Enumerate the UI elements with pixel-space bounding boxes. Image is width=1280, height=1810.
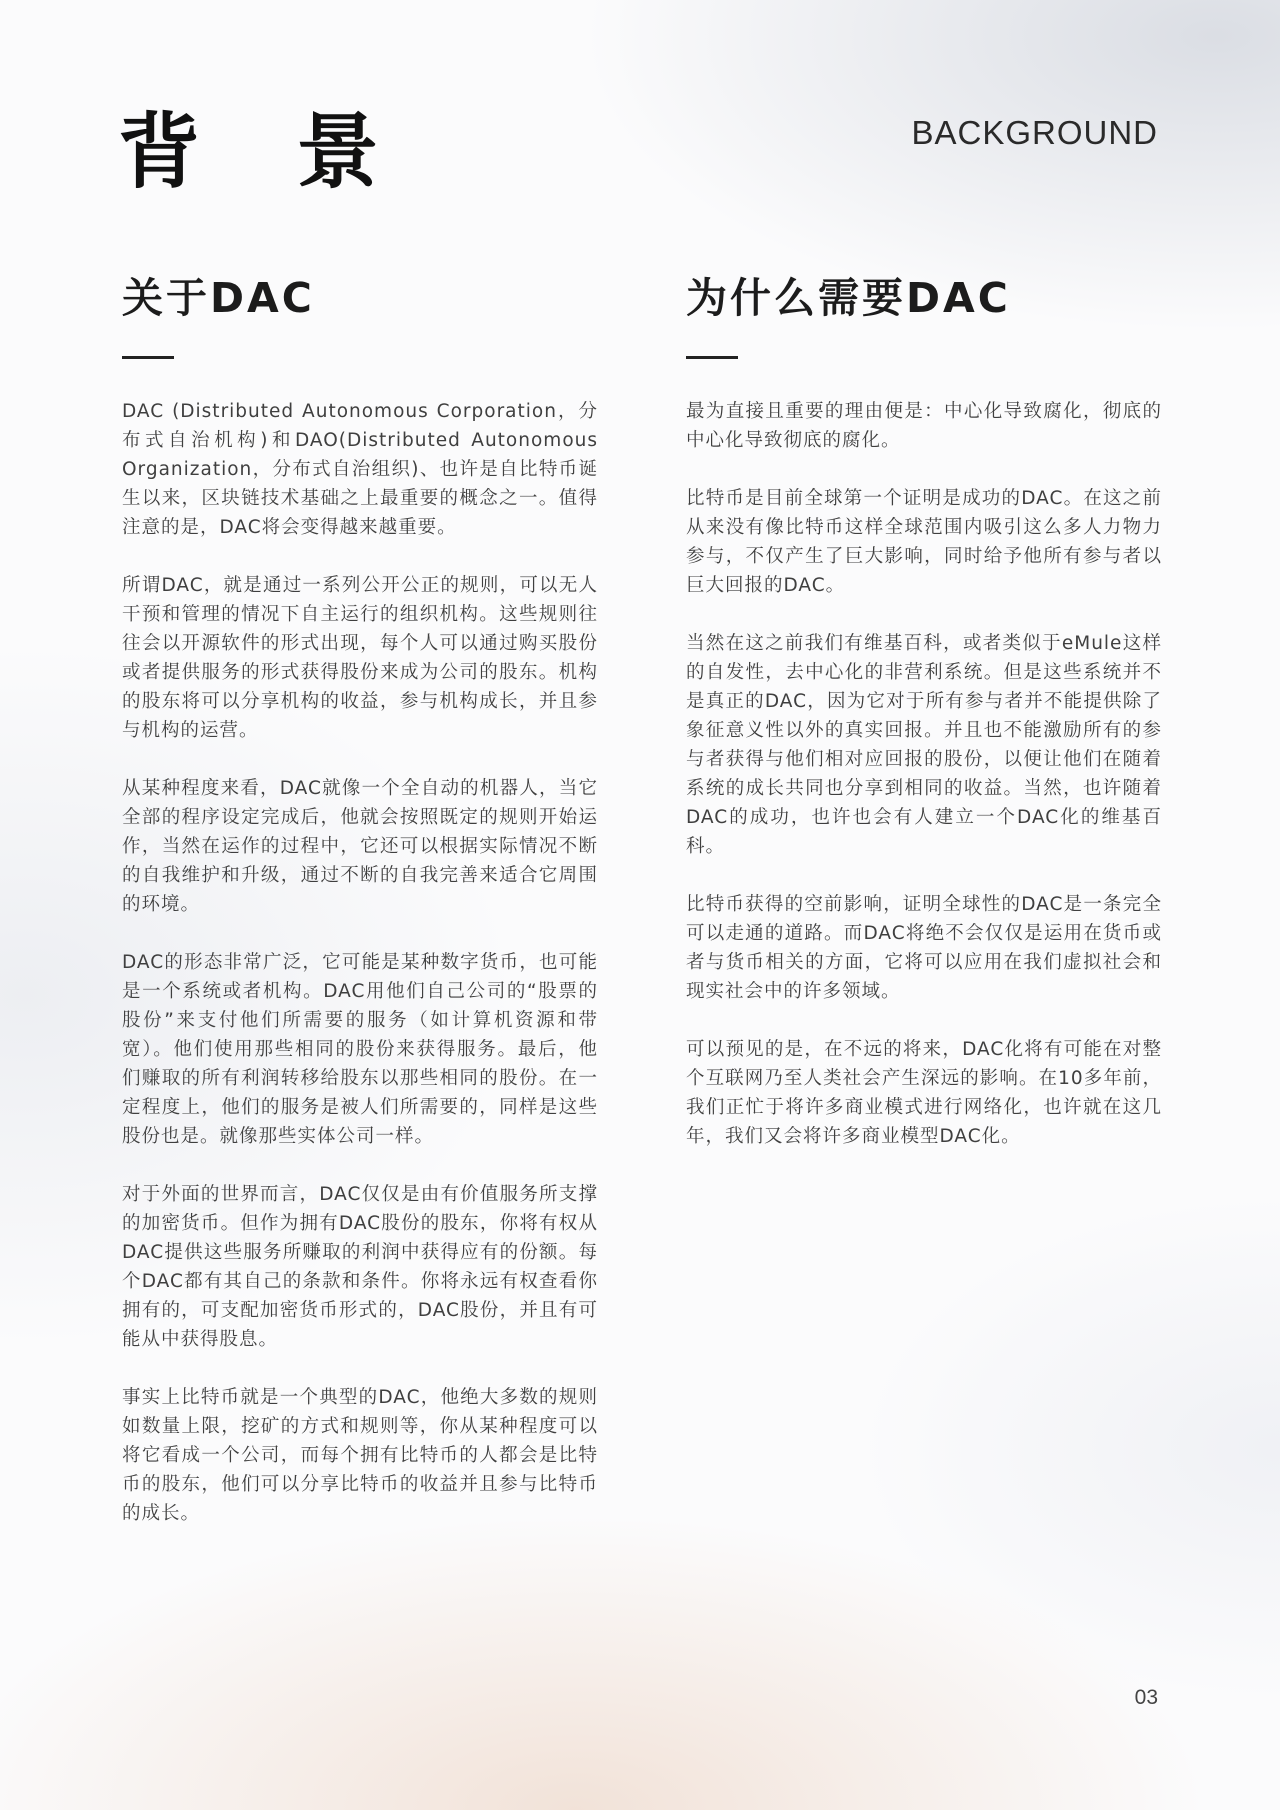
page-number: 03 — [1134, 1686, 1158, 1709]
paragraph: 比特币是目前全球第一个证明是成功的DAC。在这之前从来没有像比特币这样全球范围内吸引这么多人力物力参与，不仅产生了巨大影响，同时给予他所有参与者以巨大回报的DAC。 — [686, 488, 1162, 596]
page-title: 背 景 — [118, 105, 413, 200]
paragraph: 比特币获得的空前影响，证明全球性的DAC是一条完全可以走通的道路。而DAC将绝不会仅仅是运用在货币或者与货币相关的方面，它将可以应用在我们虚拟社会和现实社会中的许多领域。 — [686, 894, 1162, 1002]
paragraph: 对于外面的世界而言，DAC仅仅是由有价值服务所支撑的加密货币。但作为拥有DAC股份的股东，你将有权从DAC提供这些服务所赚取的利润中获得应有的份额。每个DAC都有其自己的条款和条件。你将永远有权查看你拥有的，可支配加密货币形式的，DAC股份，并且有可能从中获得股息。 — [122, 1184, 598, 1350]
heading-divider — [122, 356, 174, 359]
paragraph: 所谓DAC，就是通过一系列公开公正的规则，可以无人干预和管理的情况下自主运行的组织机构。这些规则往往会以开源软件的形式出现，每个人可以通过购买股份或者提供服务的形式获得股份来成为公司的股东。机构的股东将可以分享机构的收益，参与机构成长，并且参与机构的运营。 — [122, 575, 598, 741]
heading-divider — [686, 356, 738, 359]
paragraph: DAC的形态非常广泛，它可能是某种数字货币，也可能是一个系统或者机构。DAC用他们自己公司的“股票的股份”来支付他们所需要的服务（如计算机资源和带宽）。他们使用那些相同的股份来获得服务。最后，他们赚取的所有利润转移给股东以那些相同的股份。在一定程度上，他们的服务是被人们所需要的，同样是这些股份也是。就像那些实体公司一样。 — [122, 952, 598, 1147]
paragraph: 可以预见的是，在不远的将来，DAC化将有可能在对整个互联网乃至人类社会产生深远的影响。在10多年前，我们正忙于将许多商业模式进行网络化，也许就在这几年，我们又会将许多商业模型DAC化。 — [686, 1039, 1162, 1147]
paragraph: 当然在这之前我们有维基百科，或者类似于eMule这样的自发性，去中心化的非营利系统。但是这些系统并不是真正的DAC，因为它对于所有参与者并不能提供除了象征意义性以外的真实回报。并且也不能激励所有的参与者获得与他们相对应回报的股份，以便让他们在随着系统的成长共同也分享到相同的收益。当然，也许随着DAC的成功，也许也会有人建立一个DAC化的维基百科。 — [686, 633, 1162, 857]
right-column — [686, 272, 1162, 1180]
paragraph: 从某种程度来看，DAC就像一个全自动的机器人，当它全部的程序设定完成后，他就会按照既定的规则开始运作，当然在运作的过程中，它还可以根据实际情况不断的自我维护和升级，通过不断的自我完善来适合它周围的环境。 — [122, 778, 598, 915]
left-column — [122, 272, 598, 1557]
paragraph: 最为直接且重要的理由便是：中心化导致腐化，彻底的中心化导致彻底的腐化。 — [686, 401, 1162, 451]
paragraph: DAC (Distributed Autonomous Corporation，分布式自治机构)和DAO(Distributed Autonomous Organization，分布式自治组织)、也许是自比特币诞生以来，区块链技术基础之上最重要的概念之一。值得注意的是，DAC将会变得越来越重要。 — [122, 401, 598, 538]
page-subtitle: BACKGROUND — [911, 114, 1158, 151]
paragraph: 事实上比特币就是一个典型的DAC，他绝大多数的规则如数量上限，挖矿的方式和规则等，你从某种程度可以将它看成一个公司，而每个拥有比特币的人都会是比特币的股东，他们可以分享比特币的收益并且参与比特币的成长。 — [122, 1387, 598, 1524]
section-heading-about-dac: 关于DAC — [122, 274, 315, 322]
section-heading-why-dac: 为什么需要DAC — [686, 274, 1011, 322]
